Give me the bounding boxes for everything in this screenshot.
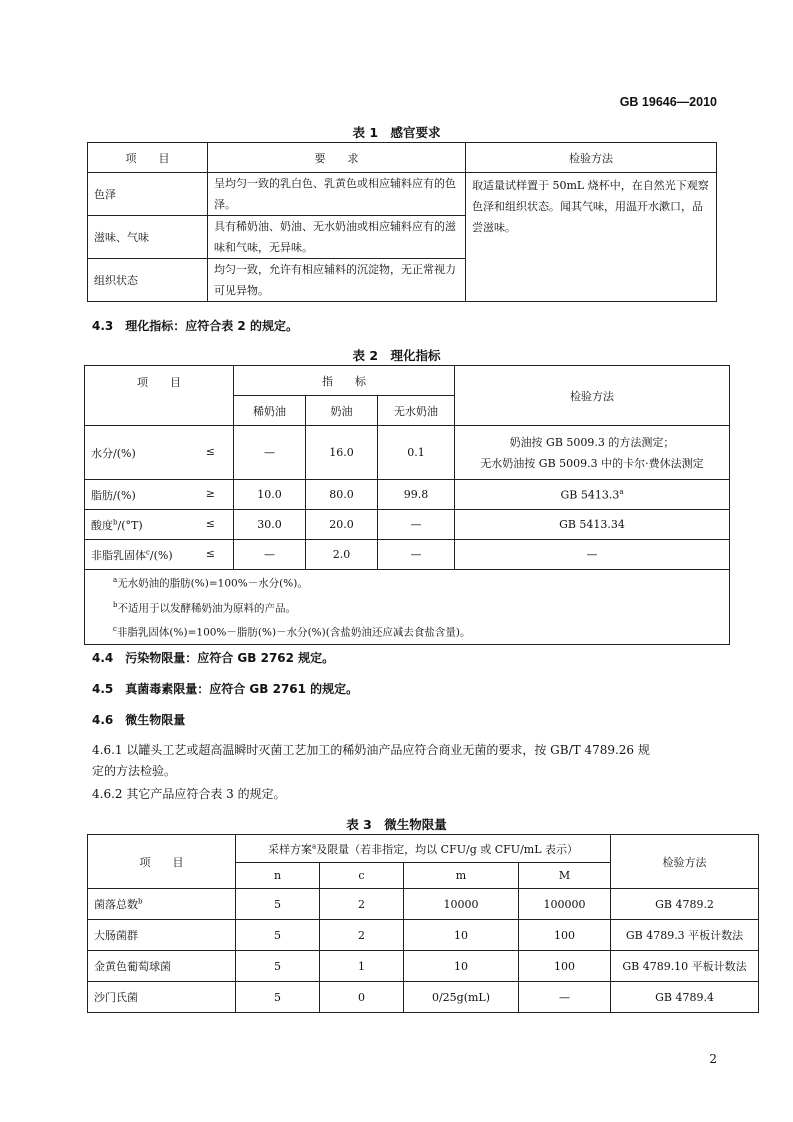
footnote-mark: c [146, 547, 150, 556]
value-n: 5 [236, 920, 320, 951]
row-item-unit: /(%) [149, 548, 173, 562]
value-M: 100 [519, 951, 611, 982]
comparison-symbol: ≤ [205, 546, 215, 560]
header-requirement: 要 求 [208, 143, 466, 173]
footnote-mark: a [312, 841, 317, 850]
subheader-c: c [320, 863, 404, 889]
value-n: 5 [236, 889, 320, 920]
row-item: 组织状态 [88, 259, 208, 302]
header-index: 指 标 [234, 366, 455, 396]
header-item: 项 目 [88, 143, 208, 173]
row-item: 沙门氏菌 [88, 982, 236, 1013]
comparison-symbol: ≥ [205, 486, 215, 500]
table-row [88, 982, 759, 1013]
header-item: 项 目 [88, 835, 236, 889]
section-4-5: 4.5 真菌毒素限量：应符合 GB 2761 的规定。 [92, 682, 359, 696]
value-anhydrous: — [378, 510, 455, 540]
value-light-cream: — [234, 426, 306, 480]
table-row [85, 510, 730, 540]
value-m: 10 [404, 951, 519, 982]
value-anhydrous: 99.8 [378, 480, 455, 510]
row-item: 脂肪/(%) [91, 488, 136, 502]
table3-caption: 表 3 微生物限量 [346, 817, 447, 832]
method: — [455, 540, 730, 570]
table-row [85, 480, 730, 510]
sensory-method: 取适量试样置于 50mL 烧杯中，在自然光下观察色泽和组织状态。闻其气味，用温开水漱口，品尝滋味。 [466, 173, 717, 302]
row-item: 菌落总数 [94, 898, 138, 911]
method-line: 奶油按 GB 5009.3 的方法测定； [509, 435, 675, 449]
footnote-c: $^c$非脂乳固体(%)=100%－脂肪(%)－水分(%)(含盐奶油还应减去食盐含量)。 [113, 625, 471, 639]
row-requirement: 呈均匀一致的乳白色、乳黄色或相应辅料应有的色泽。 [208, 173, 466, 216]
table-row [85, 540, 730, 570]
value-m: 10 [404, 920, 519, 951]
header-item: 项 目 [85, 366, 234, 426]
value-light-cream: — [234, 540, 306, 570]
table2-caption: 表 2 理化指标 [352, 348, 441, 363]
row-requirement: 均匀一致，允许有相应辅料的沉淀物，无正常视力可见异物。 [208, 259, 466, 302]
value-c: 2 [320, 889, 404, 920]
table-row [88, 920, 759, 951]
subheader-m: m [404, 863, 519, 889]
table-row [85, 426, 730, 480]
paragraph-line: 定的方法检验。 [92, 764, 177, 778]
value-M: — [519, 982, 611, 1013]
value-butter: 2.0 [306, 540, 378, 570]
paragraph-4-6-1 [92, 740, 650, 782]
section-4-3: 4.3 理化指标：应符合表 2 的规定。 [92, 319, 298, 333]
footnote-a: $^a$无水奶油的脂肪(%)=100%－水分(%)。 [113, 576, 308, 590]
section-4-4: 4.4 污染物限量：应符合 GB 2762 规定。 [92, 651, 335, 665]
value-c: 1 [320, 951, 404, 982]
row-item: 金黄色葡萄球菌 [88, 951, 236, 982]
header-method: 检验方法 [611, 835, 759, 889]
paragraph-line: 4.6.1 以罐头工艺或超高温瞬时灭菌工艺加工的稀奶油产品应符合商业无菌的要求，按 GB/T 4789.26 规 [92, 743, 650, 757]
value-anhydrous: — [378, 540, 455, 570]
footnote-mark: b [113, 517, 118, 526]
section-4-6: 4.6 微生物限量 [92, 713, 186, 727]
header-plan: 采样方案 [268, 842, 312, 856]
header-plan-detail: 及限量（若非指定，均以 CFU/g 或 CFU/mL 表示） [316, 842, 579, 856]
table-row [88, 951, 759, 982]
page-number: 2 [709, 1052, 717, 1066]
row-item: 水分/(%) [91, 446, 136, 460]
value-n: 5 [236, 951, 320, 982]
row-requirement: 具有稀奶油、奶油、无水奶油或相应辅料应有的滋味和气味，无异味。 [208, 216, 466, 259]
table2-physicochemical [84, 365, 730, 645]
footnotes-row [85, 570, 730, 645]
row-item-unit: /(°T) [117, 518, 143, 532]
method: GB 5413.34 [455, 510, 730, 540]
subheader-butter: 奶油 [306, 396, 378, 426]
value-butter: 16.0 [306, 426, 378, 480]
table-row [88, 173, 717, 216]
method: GB 4789.2 [611, 889, 759, 920]
table-header-row [88, 143, 717, 173]
subheader-light-cream: 稀奶油 [234, 396, 306, 426]
value-c: 0 [320, 982, 404, 1013]
method: GB 5413.3 [560, 488, 620, 502]
method: GB 4789.4 [611, 982, 759, 1013]
row-item: 大肠菌群 [88, 920, 236, 951]
comparison-symbol: ≤ [205, 516, 215, 530]
value-M: 100 [519, 920, 611, 951]
row-item: 色泽 [88, 173, 208, 216]
table1-caption: 表 1 感官要求 [352, 125, 441, 140]
value-butter: 80.0 [306, 480, 378, 510]
value-M: 100000 [519, 889, 611, 920]
row-item: 滋味、气味 [88, 216, 208, 259]
table1-sensory [87, 142, 717, 302]
paragraph-4-6-2: 4.6.2 其它产品应符合表 3 的规定。 [92, 787, 286, 801]
value-light-cream: 10.0 [234, 480, 306, 510]
method: GB 4789.10 平板计数法 [611, 951, 759, 982]
comparison-symbol: ≤ [205, 444, 215, 458]
standard-number: GB 19646—2010 [619, 95, 717, 109]
footnote-b: $^b$不适用于以发酵稀奶油为原料的产品。 [113, 600, 296, 614]
value-anhydrous: 0.1 [378, 426, 455, 480]
value-c: 2 [320, 920, 404, 951]
header-method: 检验方法 [466, 143, 717, 173]
subheader-anhydrous-butter: 无水奶油 [378, 396, 455, 426]
method: GB 4789.3 平板计数法 [611, 920, 759, 951]
table3-microbial [87, 834, 759, 1013]
value-light-cream: 30.0 [234, 510, 306, 540]
value-m: 0/25g(mL) [404, 982, 519, 1013]
subheader-M: M [519, 863, 611, 889]
row-item: 酸度 [91, 518, 113, 532]
header-method: 检验方法 [455, 366, 730, 426]
method-line: 无水奶油按 GB 5009.3 中的卡尔·费休法测定 [480, 456, 704, 470]
table-header-row [88, 835, 759, 863]
table-header-row [85, 366, 730, 396]
value-butter: 20.0 [306, 510, 378, 540]
table-row [88, 889, 759, 920]
subheader-n: n [236, 863, 320, 889]
footnote-mark: a [619, 487, 624, 496]
value-m: 10000 [404, 889, 519, 920]
value-n: 5 [236, 982, 320, 1013]
row-item: 非脂乳固体 [91, 548, 146, 562]
footnote-mark: b [138, 897, 143, 906]
